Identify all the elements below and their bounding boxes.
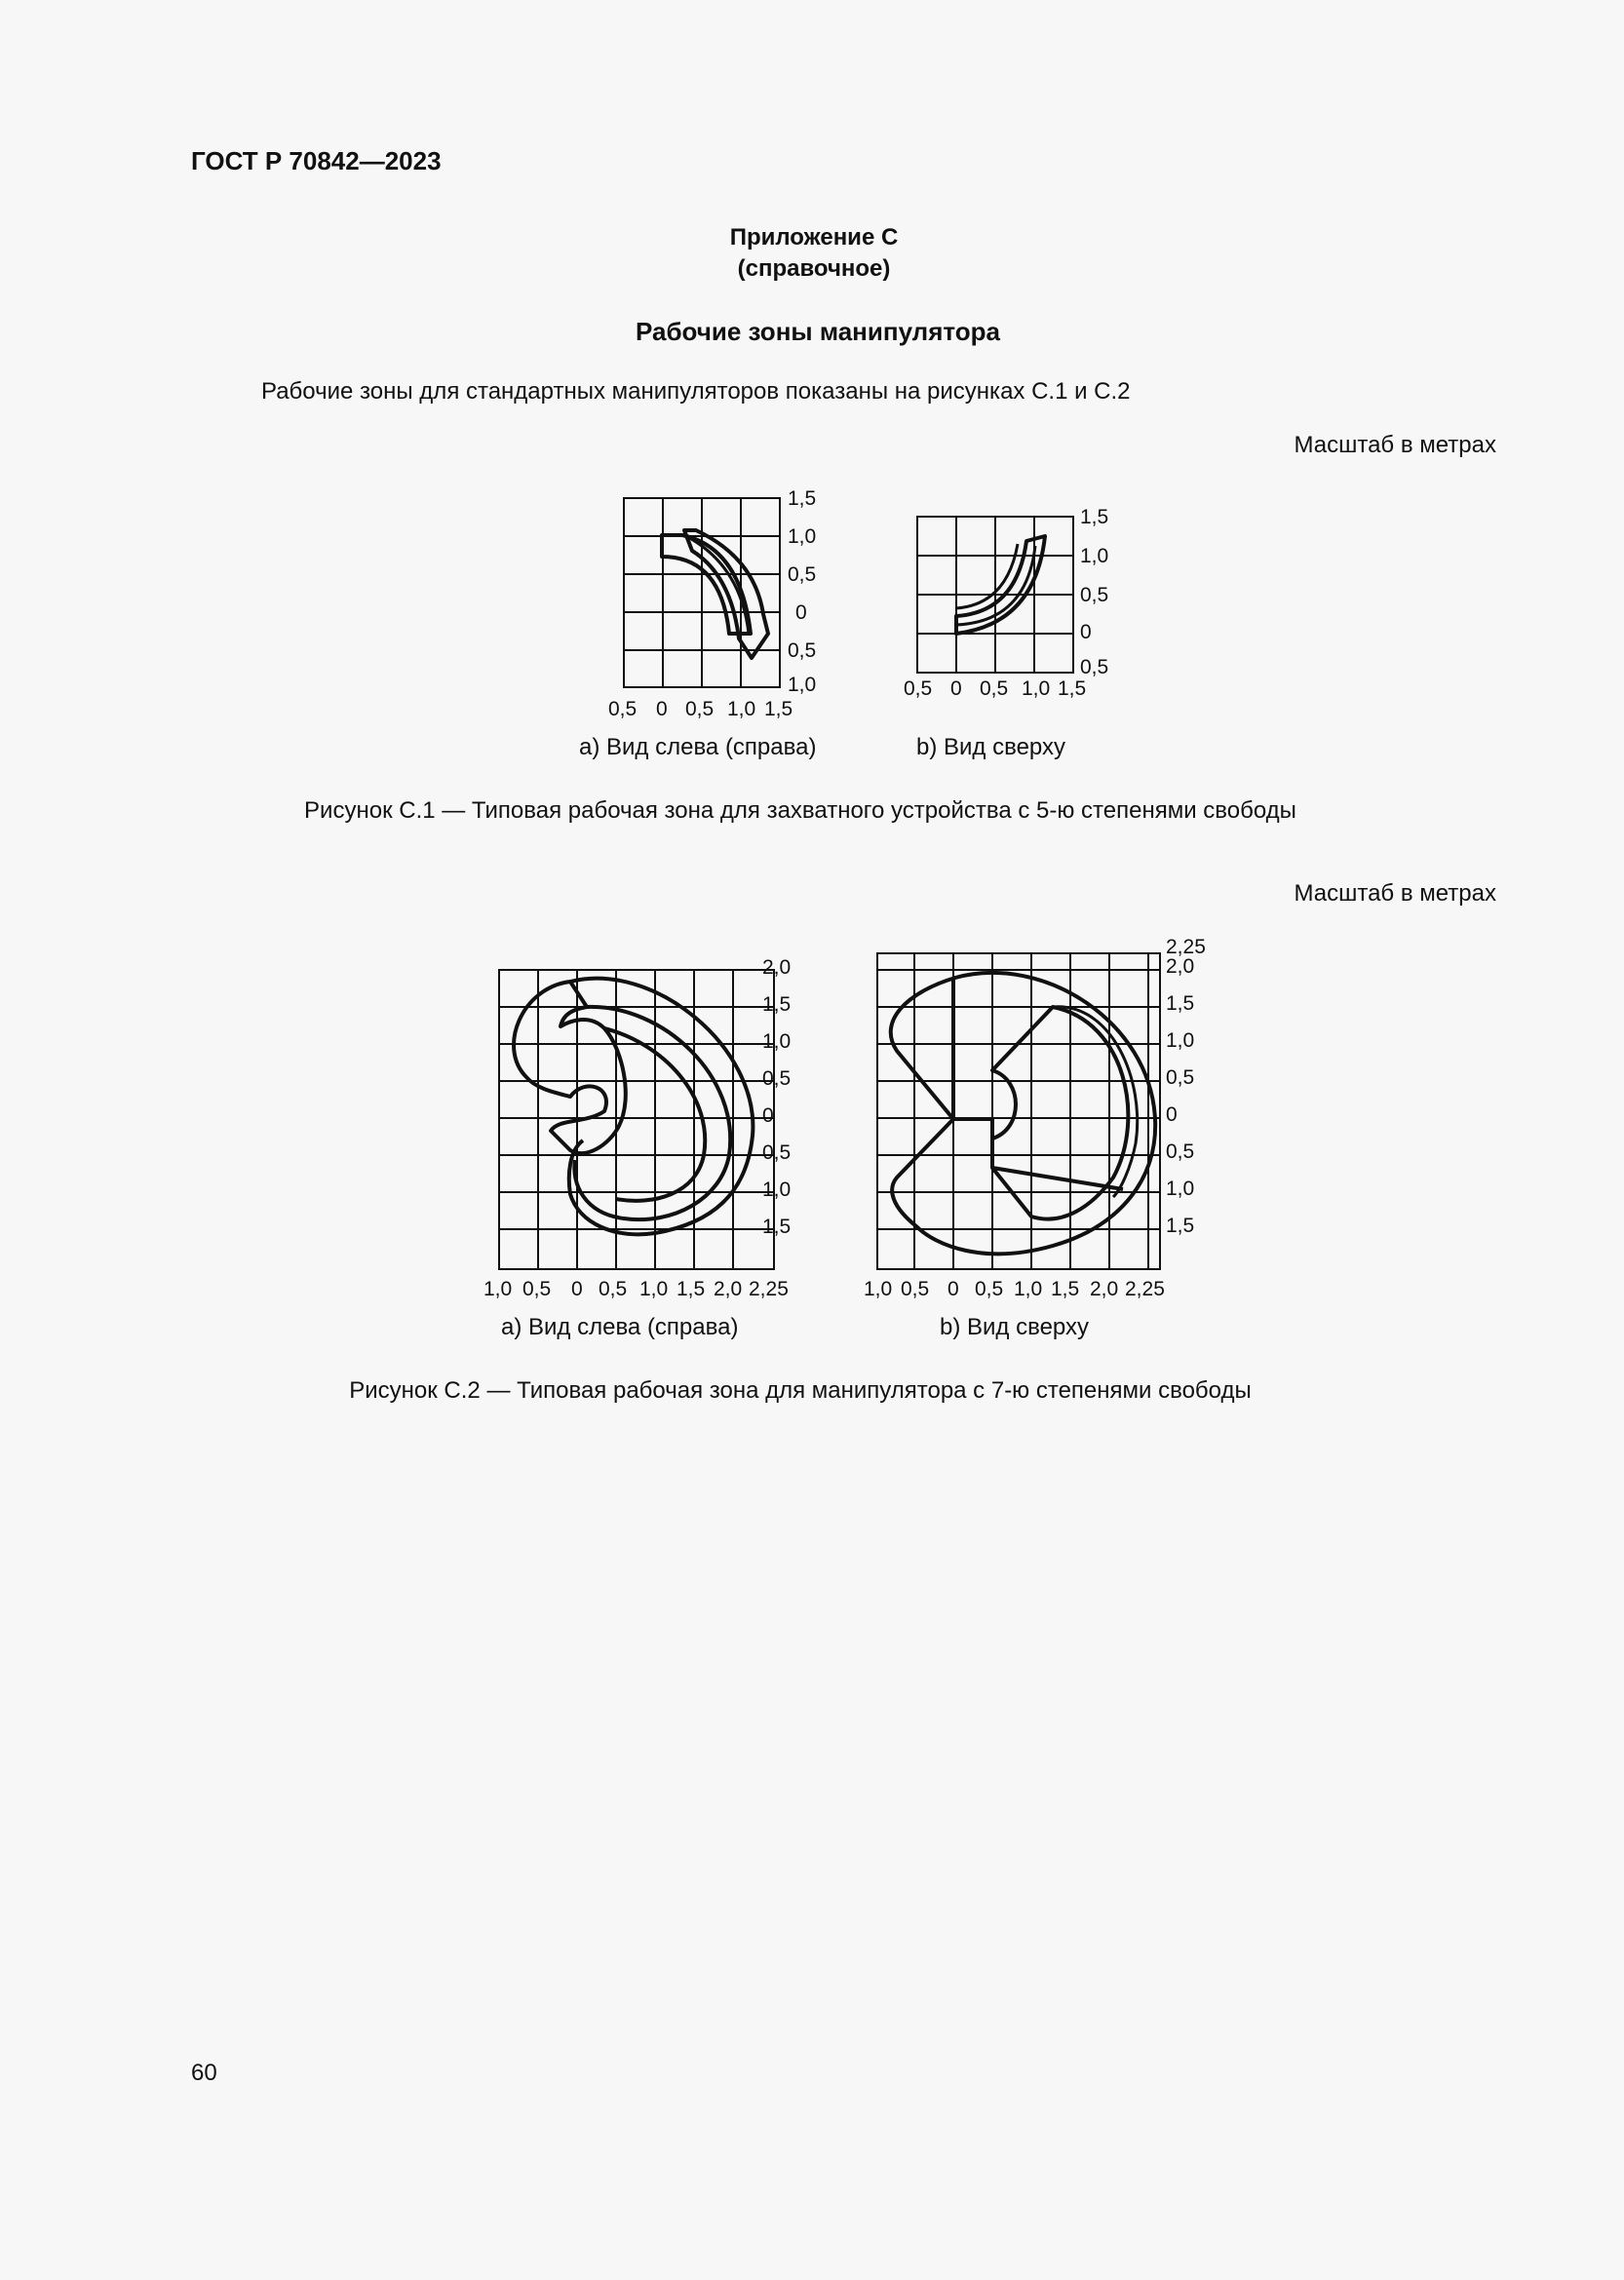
- figure1-view-b-grid: [917, 517, 1073, 673]
- figure2-view-a-ytick: 1,5: [762, 993, 792, 1016]
- figure2-view-b-ytick: 1,5: [1166, 1215, 1195, 1237]
- figure1-view-b-xtick: 0,5: [980, 677, 1009, 700]
- figure2-view-b-xtick: 0,5: [975, 1278, 1004, 1300]
- annex-subtitle: (справочное): [737, 255, 891, 282]
- figure1-view-b-xtick: 0,5: [904, 677, 933, 700]
- figure1-view-b: [897, 497, 1121, 702]
- figure2-view-a-xtick: 2,25: [749, 1278, 789, 1300]
- figure2-view-a-xtick: 1,0: [639, 1278, 669, 1300]
- figure2-view-a-xtick: 2,0: [714, 1278, 743, 1300]
- figure1-view-a: [585, 478, 838, 731]
- figure1-view-a-ytick: 0,5: [788, 639, 817, 662]
- figure1-view-a-ytick: 1,0: [788, 525, 817, 548]
- figure2-view-a-ytick: 1,0: [762, 1030, 792, 1053]
- figure2-view-a-caption: a) Вид слева (справа): [501, 1314, 739, 1340]
- figure2-view-b-xtick: 0,5: [901, 1278, 930, 1300]
- figure2-view-a-zone: [514, 979, 753, 1235]
- figure1-view-b-xtick: 0: [950, 677, 962, 700]
- figure2-view-a-ytick: 0: [762, 1104, 774, 1127]
- figure2-view-b-ytick: 2,25: [1166, 936, 1206, 958]
- figure1-view-b-xtick: 1,5: [1058, 677, 1087, 700]
- figure2-view-a: [478, 950, 819, 1301]
- figure1-view-a-caption: a) Вид слева (справа): [579, 734, 817, 760]
- figure2-view-b-caption: b) Вид сверху: [940, 1314, 1089, 1340]
- annex-title: Приложение С: [729, 224, 899, 251]
- figure1-view-b-ytick: 1,0: [1080, 545, 1109, 567]
- figure2-scale-note: Масштаб в метрах: [1294, 880, 1496, 907]
- figure1-view-a-zone: [662, 530, 768, 658]
- figure2-view-a-xtick: 0: [571, 1278, 583, 1300]
- figure2-view-a-xtick: 0,5: [522, 1278, 552, 1300]
- figure2-view-b: [858, 934, 1206, 1300]
- figure2-view-b-ytick: 2,0: [1166, 955, 1195, 978]
- figure1-view-b-ytick: 0: [1080, 621, 1092, 643]
- figure1-view-b-ytick: 0,5: [1080, 584, 1109, 606]
- document-code: ГОСТ Р 70842—2023: [191, 146, 442, 175]
- figure2-view-a-ytick: 0,5: [762, 1067, 792, 1090]
- figure1-view-a-ytick: 1,0: [788, 674, 817, 696]
- figure1-view-a-ytick: 0,5: [788, 563, 817, 586]
- figure1-view-a-xtick: 1,0: [727, 698, 756, 720]
- figure2-view-b-ytick: 1,5: [1166, 992, 1195, 1015]
- figure2-view-b-xtick: 2,0: [1090, 1278, 1119, 1300]
- figure2-view-b-xtick: 1,0: [1014, 1278, 1043, 1300]
- figure2-view-b-ytick: 1,0: [1166, 1029, 1195, 1052]
- figure1-view-a-ytick: 0: [795, 601, 807, 624]
- figure2-view-b-xtick: 2,25: [1125, 1278, 1165, 1300]
- figure2-view-a-xtick: 1,0: [483, 1278, 513, 1300]
- figure1-view-b-ytick: 1,5: [1080, 506, 1109, 528]
- figure1-view-b-zone: [956, 536, 1045, 634]
- figure2-view-b-ytick: 0,5: [1166, 1066, 1195, 1089]
- figure2-view-a-ytick: 1,0: [762, 1179, 792, 1201]
- figure1-view-a-xtick: 1,5: [764, 698, 793, 720]
- figure2-view-a-ytick: 0,5: [762, 1141, 792, 1164]
- intro-paragraph: Рабочие зоны для стандартных манипуляторов показаны на рисунках С.1 и С.2: [261, 378, 1131, 405]
- figure2-view-b-ytick: 0: [1166, 1103, 1178, 1126]
- figure1-view-b-xtick: 1,0: [1022, 677, 1051, 700]
- figure2-view-a-ytick: 1,5: [762, 1216, 792, 1238]
- figure2-view-a-xtick: 1,5: [677, 1278, 706, 1300]
- figure1-view-b-caption: b) Вид сверху: [916, 734, 1065, 760]
- figure2-view-a-xtick: 0,5: [599, 1278, 628, 1300]
- page-number: 60: [191, 2060, 217, 2086]
- figure2-view-b-ytick: 0,5: [1166, 1140, 1195, 1163]
- figure2-view-b-grid: [877, 953, 1160, 1269]
- figure1-view-a-xtick: 0,5: [685, 698, 715, 720]
- figure1-caption: Рисунок С.1 — Типовая рабочая зона для захватного устройства с 5-ю степенями свободы: [304, 797, 1296, 824]
- figure1-view-a-xtick: 0: [656, 698, 668, 720]
- figure2-caption: Рисунок С.2 — Типовая рабочая зона для манипулятора с 7-ю степенями свободы: [349, 1377, 1252, 1404]
- figure1-view-a-xtick: 0,5: [608, 698, 638, 720]
- figure2-view-b-ytick: 1,0: [1166, 1178, 1195, 1200]
- figure2-view-b-xtick: 0: [947, 1278, 959, 1300]
- figure1-scale-note: Масштаб в метрах: [1294, 432, 1496, 458]
- figure2-view-b-xtick: 1,5: [1051, 1278, 1080, 1300]
- section-title: Рабочие зоны манипулятора: [636, 317, 1000, 346]
- figure2-view-a-ytick: 2,0: [762, 956, 792, 979]
- figure2-view-b-zone: [891, 973, 1155, 1254]
- figure2-view-b-xtick: 1,0: [864, 1278, 893, 1300]
- figure1-view-a-ytick: 1,5: [788, 487, 817, 510]
- figure1-view-b-ytick: 0,5: [1080, 656, 1109, 678]
